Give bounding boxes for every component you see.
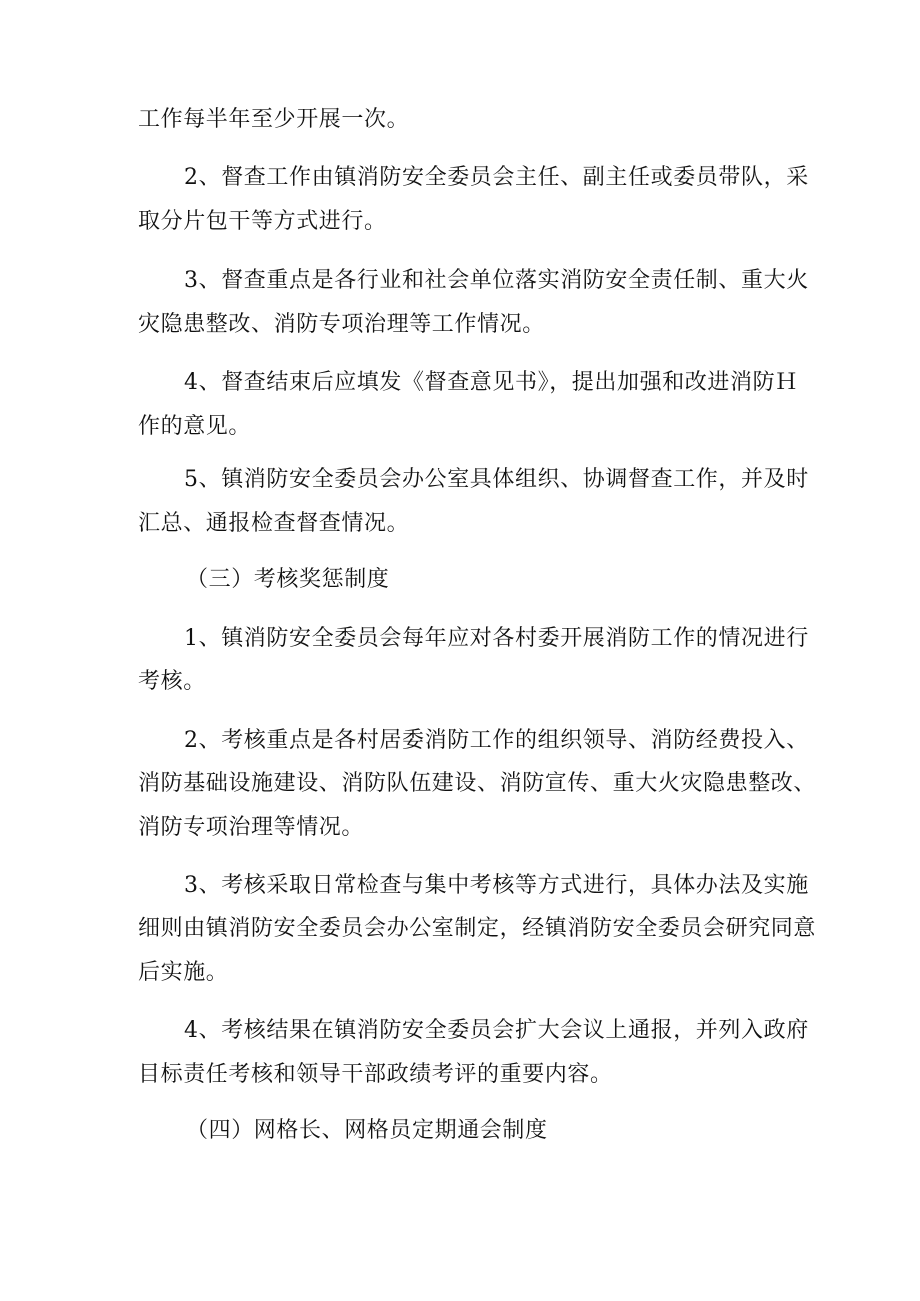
text-line: 细则由镇消防安全委员会办公室制定，经镇消防安全委员会研究同意 [138, 916, 817, 941]
text-line: 消防基础设施建设、消防队伍建设、消防宣传、重大火灾隐患整改、 [138, 771, 817, 796]
text-line: 考核。 [138, 669, 206, 694]
text-line: 3、考核采取日常检查与集中考核等方式进行，具体办法及实施 [184, 873, 809, 898]
text-line: 目标责任考核和领导干部政绩考评的重要内容。 [138, 1062, 613, 1087]
text-line: 4、督查结束后应填发《督查意见书》，提出加强和改进消防Ｈ [184, 370, 798, 395]
text-line: 后实施。 [138, 960, 229, 985]
text-line: 2、考核重点是各村居委消防工作的组织领导、消防经费投入、 [184, 728, 809, 753]
text-line: 灾隐患整改、消防专项治理等工作情况。 [138, 312, 545, 337]
text-line: 工作每半年至少开展一次。 [138, 107, 410, 132]
section-heading: （四）网格长、网格员定期通会制度 [186, 1118, 548, 1143]
section-heading: （三）考核奖惩制度 [186, 567, 390, 592]
text-line: 汇总、通报检查督查情况。 [138, 511, 410, 536]
text-line: 4、考核结果在镇消防安全委员会扩大会议上通报，并列入政府 [184, 1018, 809, 1043]
text-line: 3、督查重点是各行业和社会单位落实消防安全责任制、重大火 [184, 268, 809, 293]
text-line: 2、督查工作由镇消防安全委员会主任、副主任或委员带队，采 [184, 165, 809, 190]
text-line: 1、镇消防安全委员会每年应对各村委开展消防工作的情况进行 [184, 626, 809, 651]
text-line: 5、镇消防安全委员会办公室具体组织、协调督查工作，并及时 [184, 467, 809, 492]
text-line: 消防专项治理等情况。 [138, 815, 365, 840]
text-line: 作的意见。 [138, 414, 252, 439]
text-line: 取分片包干等方式进行。 [138, 209, 387, 234]
